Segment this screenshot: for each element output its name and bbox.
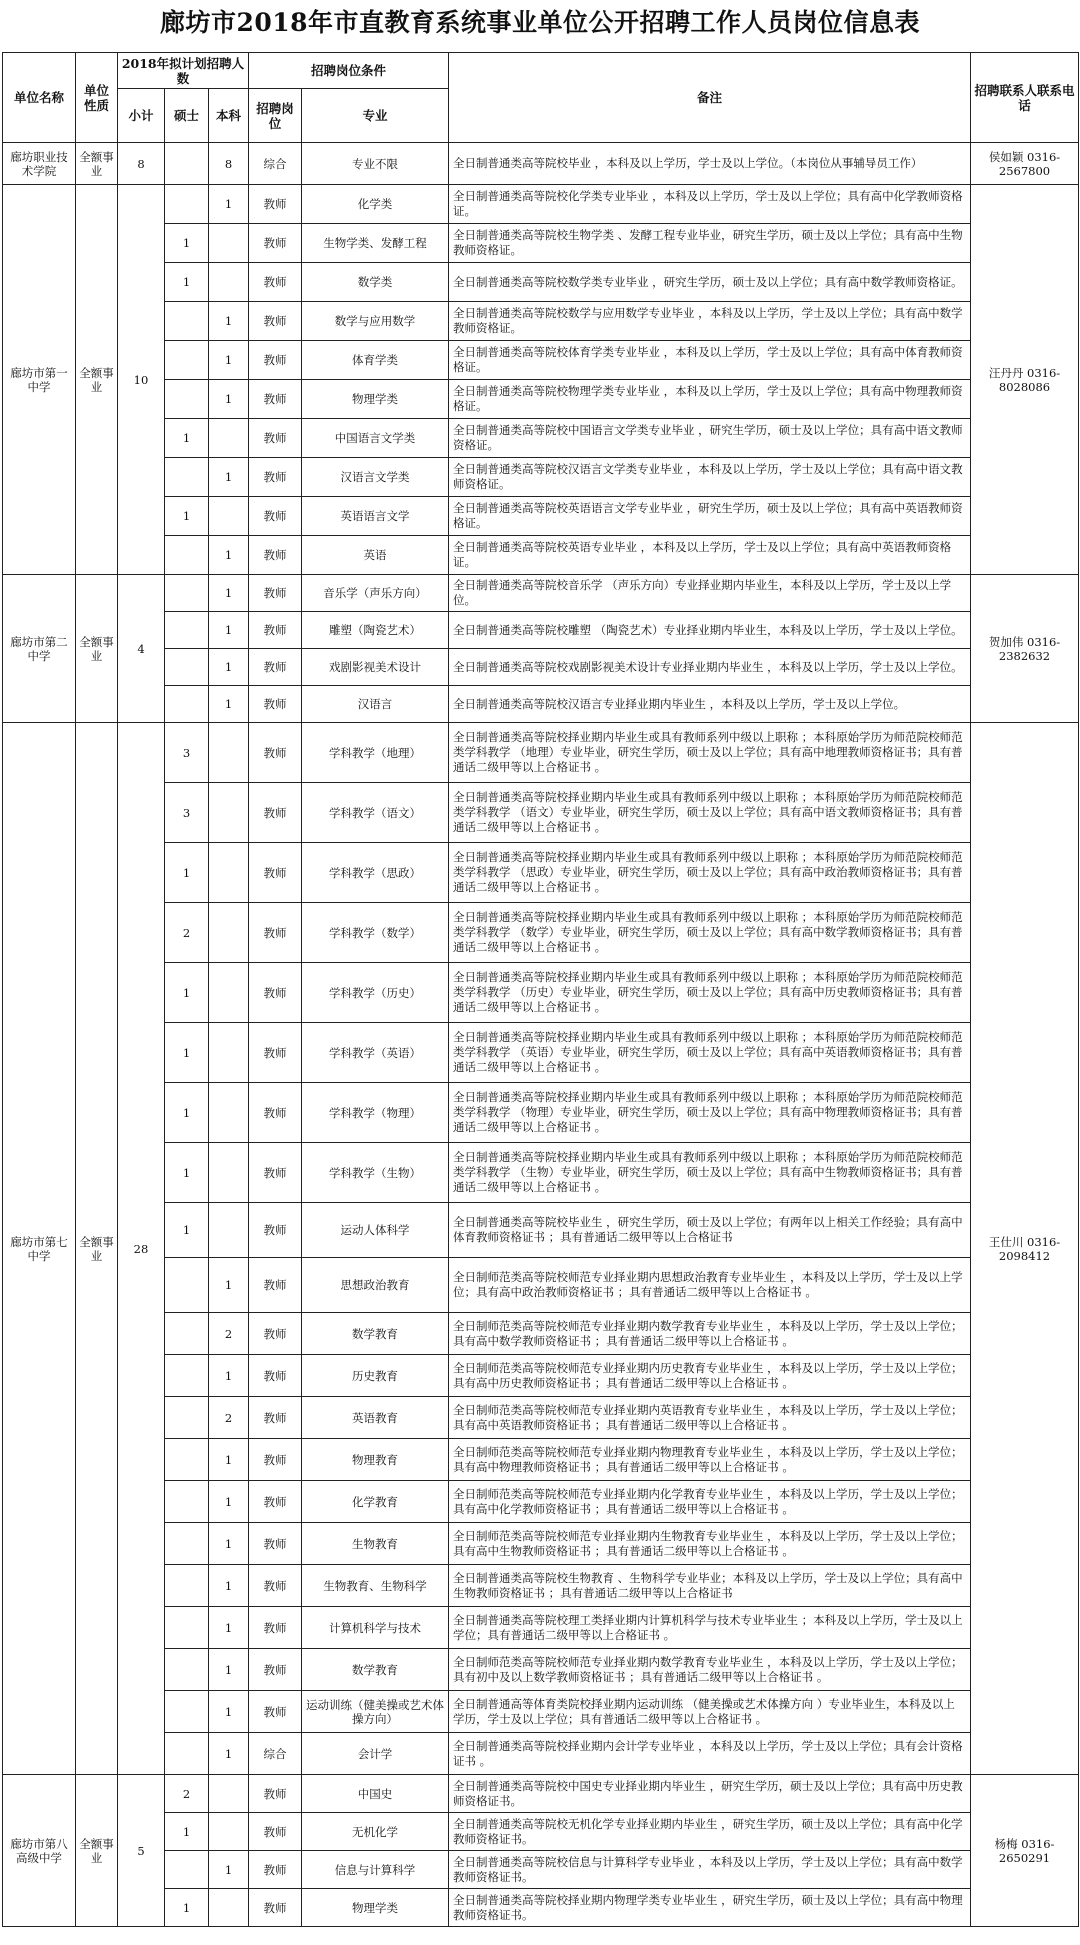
major-cell: 学科教学（英语） xyxy=(302,1023,449,1083)
table-row xyxy=(3,1355,1079,1397)
master-count-cell: 1 xyxy=(165,497,209,536)
master-count-cell xyxy=(165,143,209,185)
post-cell: 教师 xyxy=(249,1203,302,1258)
post-cell: 综合 xyxy=(249,1733,302,1775)
subtotal-cell: 10 xyxy=(118,185,165,575)
remarks-cell: 全日制普通类高等院校体育学类专业毕业 ，本科及以上学历，学士及以上学位；具有高中体育教师资格证。 xyxy=(449,341,971,380)
remarks-cell: 全日制普通类高等院校择业期内毕业生或具有教师系列中级以上职称 ；本科原始学历为师范院校师范类学科教学 （思政）专业毕业，研究生学历，硕士及以上学位；具有高中政治教师资格证书；具有普通话二级甲等以上合格证书 。 xyxy=(449,843,971,903)
table-row xyxy=(3,419,1079,458)
major-cell: 英语教育 xyxy=(302,1397,449,1439)
major-cell: 计算机科学与技术 xyxy=(302,1607,449,1649)
table-row xyxy=(3,341,1079,380)
header-conditions: 招聘岗位条件 xyxy=(249,53,449,89)
table-row xyxy=(3,1203,1079,1258)
table-row xyxy=(3,1889,1079,1927)
bachelor-count-cell xyxy=(209,419,249,458)
remarks-cell: 全日制普通类高等院校英语专业毕业 ，本科及以上学历，学士及以上学位；具有高中英语教师资格证。 xyxy=(449,536,971,575)
unit-name-cell: 廊坊职业技术学院 xyxy=(3,143,76,185)
remarks-cell: 全日制普通类高等院校中国史专业择业期内毕业生 ，研究生学历，硕士及以上学位；具有高中历史教师资格证书。 xyxy=(449,1775,971,1813)
header-remarks: 备注 xyxy=(449,53,971,143)
bachelor-count-cell: 1 xyxy=(209,1258,249,1313)
master-count-cell: 1 xyxy=(165,419,209,458)
major-cell: 运动人体科学 xyxy=(302,1203,449,1258)
post-cell: 教师 xyxy=(249,649,302,686)
bachelor-count-cell xyxy=(209,903,249,963)
header-major: 专业 xyxy=(302,89,449,143)
unit-name-cell: 廊坊市第七中学 xyxy=(3,723,76,1775)
table-row xyxy=(3,1649,1079,1691)
header-master: 硕士 xyxy=(165,89,209,143)
post-cell: 教师 xyxy=(249,1775,302,1813)
remarks-cell: 全日制普通类高等院校英语语言文学专业毕业 ，研究生学历，硕士及以上学位；具有高中英语教师资格证。 xyxy=(449,497,971,536)
bachelor-count-cell: 1 xyxy=(209,1439,249,1481)
bachelor-count-cell: 1 xyxy=(209,380,249,419)
major-cell: 汉语言文学类 xyxy=(302,458,449,497)
master-count-cell: 3 xyxy=(165,783,209,843)
table-row xyxy=(3,1397,1079,1439)
major-cell: 英语 xyxy=(302,536,449,575)
master-count-cell xyxy=(165,302,209,341)
post-cell: 教师 xyxy=(249,1355,302,1397)
post-cell: 教师 xyxy=(249,419,302,458)
bachelor-count-cell xyxy=(209,263,249,302)
remarks-cell: 全日制普通类高等院校择业期内毕业生或具有教师系列中级以上职称 ；本科原始学历为师范院校师范类学科教学 （生物）专业毕业，研究生学历，硕士及以上学位；具有高中生物教师资格证书；具有普通话二级甲等以上合格证书 。 xyxy=(449,1143,971,1203)
table-row xyxy=(3,1733,1079,1775)
major-cell: 体育学类 xyxy=(302,341,449,380)
unit-name-cell: 廊坊市第八高级中学 xyxy=(3,1775,76,1927)
header-bachelor: 本科 xyxy=(209,89,249,143)
major-cell: 雕塑（陶瓷艺术） xyxy=(302,612,449,649)
post-cell: 教师 xyxy=(249,963,302,1023)
table-row xyxy=(3,1481,1079,1523)
remarks-cell: 全日制普通类高等院校生物学类 、发酵工程专业毕业，研究生学历，硕士及以上学位；具有高中生物教师资格证。 xyxy=(449,224,971,263)
bachelor-count-cell: 1 xyxy=(209,458,249,497)
table-row xyxy=(3,302,1079,341)
major-cell: 数学教育 xyxy=(302,1313,449,1355)
bachelor-count-cell: 1 xyxy=(209,686,249,723)
master-count-cell: 1 xyxy=(165,1143,209,1203)
unit-nature-cell: 全额事业 xyxy=(76,143,118,185)
table-row xyxy=(3,903,1079,963)
table-row xyxy=(3,843,1079,903)
subtotal-cell: 8 xyxy=(118,143,165,185)
bachelor-count-cell xyxy=(209,224,249,263)
table-row xyxy=(3,497,1079,536)
post-cell: 教师 xyxy=(249,302,302,341)
remarks-cell: 全日制普通类高等院校中国语言文学类专业毕业 ，研究生学历，硕士及以上学位；具有高中语文教师资格证。 xyxy=(449,419,971,458)
header-row-1 xyxy=(3,53,1079,89)
post-cell: 教师 xyxy=(249,341,302,380)
post-cell: 综合 xyxy=(249,143,302,185)
remarks-cell: 全日制普通类高等院校无机化学专业择业期内毕业生 ，研究生学历，硕士及以上学位；具有高中化学教师资格证书。 xyxy=(449,1813,971,1851)
major-cell: 化学类 xyxy=(302,185,449,224)
unit-name-cell: 廊坊市第二中学 xyxy=(3,575,76,723)
master-count-cell: 1 xyxy=(165,1813,209,1851)
major-cell: 无机化学 xyxy=(302,1813,449,1851)
table-row xyxy=(3,686,1079,723)
major-cell: 学科教学（生物） xyxy=(302,1143,449,1203)
master-count-cell xyxy=(165,1607,209,1649)
remarks-cell: 全日制普通类高等院校择业期内毕业生或具有教师系列中级以上职称 ；本科原始学历为师范院校师范类学科教学 （地理）专业毕业，研究生学历，硕士及以上学位；具有高中地理教师资格证书；具有普通话二级甲等以上合格证书 。 xyxy=(449,723,971,783)
post-cell: 教师 xyxy=(249,612,302,649)
master-count-cell xyxy=(165,649,209,686)
major-cell: 学科教学（思政） xyxy=(302,843,449,903)
post-cell: 教师 xyxy=(249,1397,302,1439)
header-unit-nature: 单位性质 xyxy=(76,53,118,143)
post-cell: 教师 xyxy=(249,1607,302,1649)
master-count-cell: 1 xyxy=(165,224,209,263)
table-row xyxy=(3,612,1079,649)
bachelor-count-cell: 1 xyxy=(209,612,249,649)
bachelor-count-cell: 1 xyxy=(209,1565,249,1607)
major-cell: 学科教学（物理） xyxy=(302,1083,449,1143)
major-cell: 物理学类 xyxy=(302,1889,449,1927)
table-row xyxy=(3,1258,1079,1313)
post-cell: 教师 xyxy=(249,783,302,843)
major-cell: 信息与计算科学 xyxy=(302,1851,449,1889)
table-row xyxy=(3,458,1079,497)
contact-cell: 贺加伟 0316-2382632 xyxy=(971,575,1079,723)
bachelor-count-cell: 2 xyxy=(209,1313,249,1355)
bachelor-count-cell: 8 xyxy=(209,143,249,185)
header-subtotal: 小计 xyxy=(118,89,165,143)
table-row xyxy=(3,1775,1079,1813)
table-row xyxy=(3,1607,1079,1649)
remarks-cell: 全日制师范类高等院校师范专业择业期内数学教育专业毕业生 ，本科及以上学历，学士及以上学位；具有初中及以上数学教师资格证书 ；具有普通话二级甲等以上合格证书 。 xyxy=(449,1649,971,1691)
master-count-cell xyxy=(165,1691,209,1733)
table-row xyxy=(3,1691,1079,1733)
bachelor-count-cell xyxy=(209,1203,249,1258)
bachelor-count-cell: 1 xyxy=(209,1481,249,1523)
remarks-cell: 全日制师范类高等院校师范专业择业期内生物教育专业毕业生 ，本科及以上学历，学士及以上学位；具有高中生物教师资格证书 ；具有普通话二级甲等以上合格证书 。 xyxy=(449,1523,971,1565)
post-cell: 教师 xyxy=(249,458,302,497)
table-row xyxy=(3,1851,1079,1889)
master-count-cell xyxy=(165,1649,209,1691)
remarks-cell: 全日制师范类高等院校师范专业择业期内化学教育专业毕业生 ，本科及以上学历，学士及以上学位；具有高中化学教师资格证书 ；具有普通话二级甲等以上合格证书 。 xyxy=(449,1481,971,1523)
remarks-cell: 全日制普通类高等院校择业期内毕业生或具有教师系列中级以上职称 ；本科原始学历为师范院校师范类学科教学 （英语）专业毕业，研究生学历，硕士及以上学位；具有高中英语教师资格证书；具有普通话二级甲等以上合格证书 。 xyxy=(449,1023,971,1083)
post-cell: 教师 xyxy=(249,843,302,903)
bachelor-count-cell xyxy=(209,1775,249,1813)
master-count-cell xyxy=(165,1397,209,1439)
contact-cell: 杨梅 0316-2650291 xyxy=(971,1775,1079,1927)
major-cell: 物理学类 xyxy=(302,380,449,419)
post-cell: 教师 xyxy=(249,1481,302,1523)
bachelor-count-cell: 1 xyxy=(209,185,249,224)
post-cell: 教师 xyxy=(249,263,302,302)
remarks-cell: 全日制师范类高等院校师范专业择业期内历史教育专业毕业生 ，本科及以上学历，学士及以上学位；具有高中历史教师资格证书 ；具有普通话二级甲等以上合格证书 。 xyxy=(449,1355,971,1397)
major-cell: 思想政治教育 xyxy=(302,1258,449,1313)
bachelor-count-cell xyxy=(209,723,249,783)
post-cell: 教师 xyxy=(249,1258,302,1313)
bachelor-count-cell xyxy=(209,1813,249,1851)
remarks-cell: 全日制普通类高等院校音乐学 （声乐方向）专业择业期内毕业生，本科及以上学历，学士及以上学位。 xyxy=(449,575,971,612)
remarks-cell: 全日制普通类高等院校化学类专业毕业 ，本科及以上学历，学士及以上学位；具有高中化学教师资格证。 xyxy=(449,185,971,224)
major-cell: 生物学类、发酵工程 xyxy=(302,224,449,263)
master-count-cell xyxy=(165,341,209,380)
remarks-cell: 全日制普通高等体育类院校择业期内运动训练 （健美操或艺术体操方向 ）专业毕业生，本科及以上学历，学士及以上学位；具有普通话二级甲等以上合格证书 。 xyxy=(449,1691,971,1733)
bachelor-count-cell: 1 xyxy=(209,536,249,575)
bachelor-count-cell xyxy=(209,783,249,843)
master-count-cell xyxy=(165,612,209,649)
post-cell: 教师 xyxy=(249,1889,302,1927)
remarks-cell: 全日制普通类高等院校择业期内物理学类专业毕业生 ，研究生学历，硕士及以上学位；具有高中物理教师资格证书。 xyxy=(449,1889,971,1927)
post-cell: 教师 xyxy=(249,1083,302,1143)
post-cell: 教师 xyxy=(249,1523,302,1565)
table-row xyxy=(3,1023,1079,1083)
bachelor-count-cell: 1 xyxy=(209,1523,249,1565)
unit-nature-cell: 全额事业 xyxy=(76,185,118,575)
master-count-cell xyxy=(165,1313,209,1355)
bachelor-count-cell: 2 xyxy=(209,1397,249,1439)
master-count-cell xyxy=(165,1733,209,1775)
major-cell: 学科教学（地理） xyxy=(302,723,449,783)
master-count-cell: 1 xyxy=(165,843,209,903)
post-cell: 教师 xyxy=(249,1565,302,1607)
remarks-cell: 全日制普通类高等院校戏剧影视美术设计专业择业期内毕业生 ，本科及以上学历，学士及以上学位。 xyxy=(449,649,971,686)
master-count-cell xyxy=(165,1565,209,1607)
post-cell: 教师 xyxy=(249,686,302,723)
table-row xyxy=(3,1083,1079,1143)
table-row xyxy=(3,783,1079,843)
post-cell: 教师 xyxy=(249,575,302,612)
post-cell: 教师 xyxy=(249,1691,302,1733)
major-cell: 汉语言 xyxy=(302,686,449,723)
major-cell: 运动训练（健美操或艺术体操方向） xyxy=(302,1691,449,1733)
remarks-cell: 全日制普通类高等院校理工类择业期内计算机科学与技术专业毕业生 ；本科及以上学历，学士及以上学位；具有普通话二级甲等以上合格证书 。 xyxy=(449,1607,971,1649)
master-count-cell xyxy=(165,1258,209,1313)
unit-nature-cell: 全额事业 xyxy=(76,575,118,723)
bachelor-count-cell: 1 xyxy=(209,1355,249,1397)
table-row xyxy=(3,1523,1079,1565)
post-cell: 教师 xyxy=(249,1143,302,1203)
unit-nature-cell: 全额事业 xyxy=(76,723,118,1775)
remarks-cell: 全日制普通类高等院校毕业生 ，研究生学历，硕士及以上学位；有两年以上相关工作经验；具有高中体育教师资格证书 ；具有普通话二级甲等以上合格证书 xyxy=(449,1203,971,1258)
post-cell: 教师 xyxy=(249,1313,302,1355)
post-cell: 教师 xyxy=(249,1649,302,1691)
table-body xyxy=(3,53,1079,1927)
post-cell: 教师 xyxy=(249,723,302,783)
master-count-cell xyxy=(165,1439,209,1481)
contact-cell: 王仕川 0316-2098412 xyxy=(971,723,1079,1775)
table-row xyxy=(3,380,1079,419)
master-count-cell xyxy=(165,1481,209,1523)
remarks-cell: 全日制师范类高等院校师范专业择业期内物理教育专业毕业生 ，本科及以上学历，学士及以上学位；具有高中物理教师资格证书 ；具有普通话二级甲等以上合格证书 。 xyxy=(449,1439,971,1481)
major-cell: 戏剧影视美术设计 xyxy=(302,649,449,686)
bachelor-count-cell: 1 xyxy=(209,649,249,686)
bachelor-count-cell: 1 xyxy=(209,341,249,380)
table-row xyxy=(3,143,1079,185)
bachelor-count-cell: 1 xyxy=(209,1733,249,1775)
post-cell: 教师 xyxy=(249,224,302,263)
bachelor-count-cell: 1 xyxy=(209,302,249,341)
master-count-cell xyxy=(165,1355,209,1397)
master-count-cell xyxy=(165,575,209,612)
master-count-cell xyxy=(165,1523,209,1565)
remarks-cell: 全日制普通类高等院校择业期内毕业生或具有教师系列中级以上职称 ；本科原始学历为师范院校师范类学科教学 （数学）专业毕业，研究生学历，硕士及以上学位；具有高中数学教师资格证书；具有普通话二级甲等以上合格证书 。 xyxy=(449,903,971,963)
major-cell: 学科教学（历史） xyxy=(302,963,449,1023)
master-count-cell: 1 xyxy=(165,963,209,1023)
remarks-cell: 全日制普通类高等院校汉语言文学类专业毕业 ，本科及以上学历，学士及以上学位；具有高中语文教师资格证。 xyxy=(449,458,971,497)
major-cell: 化学教育 xyxy=(302,1481,449,1523)
master-count-cell: 2 xyxy=(165,1775,209,1813)
table-row xyxy=(3,1439,1079,1481)
table-row xyxy=(3,185,1079,224)
bachelor-count-cell xyxy=(209,963,249,1023)
major-cell: 生物教育 xyxy=(302,1523,449,1565)
bachelor-count-cell: 1 xyxy=(209,1649,249,1691)
unit-nature-cell: 全额事业 xyxy=(76,1775,118,1927)
remarks-cell: 全日制师范类高等院校师范专业择业期内数学教育专业毕业生 ，本科及以上学历，学士及以上学位；具有高中数学教师资格证书 ；具有普通话二级甲等以上合格证书 。 xyxy=(449,1313,971,1355)
post-cell: 教师 xyxy=(249,380,302,419)
post-cell: 教师 xyxy=(249,1851,302,1889)
bachelor-count-cell xyxy=(209,843,249,903)
table-row xyxy=(3,649,1079,686)
remarks-cell: 全日制普通类高等院校生物教育 、生物科学专业毕业；本科及以上学历，学士及以上学位；具有高中生物教师资格证书 ；具有普通话二级甲等以上合格证书 xyxy=(449,1565,971,1607)
table-row xyxy=(3,723,1079,783)
subtotal-cell: 5 xyxy=(118,1775,165,1927)
remarks-cell: 全日制普通类高等院校信息与计算科学专业毕业 ，本科及以上学历，学士及以上学位；具有高中数学教师资格证书。 xyxy=(449,1851,971,1889)
major-cell: 专业不限 xyxy=(302,143,449,185)
master-count-cell: 1 xyxy=(165,263,209,302)
remarks-cell: 全日制普通类高等院校择业期内毕业生或具有教师系列中级以上职称 ；本科原始学历为师范院校师范类学科教学 （语文）专业毕业，研究生学历，硕士及以上学位；具有高中语文教师资格证书；具有普通话二级甲等以上合格证书 。 xyxy=(449,783,971,843)
recruitment-table xyxy=(2,52,1079,1927)
master-count-cell xyxy=(165,458,209,497)
subtotal-cell: 28 xyxy=(118,723,165,1775)
major-cell: 数学类 xyxy=(302,263,449,302)
remarks-cell: 全日制普通类高等院校汉语言专业择业期内毕业生 ，本科及以上学历，学士及以上学位。 xyxy=(449,686,971,723)
remarks-cell: 全日制普通类高等院校择业期内毕业生或具有教师系列中级以上职称 ；本科原始学历为师范院校师范类学科教学 （物理）专业毕业，研究生学历，硕士及以上学位；具有高中物理教师资格证书；具有普通话二级甲等以上合格证书 。 xyxy=(449,1083,971,1143)
table-row xyxy=(3,1143,1079,1203)
bachelor-count-cell xyxy=(209,1143,249,1203)
header-planned-count: 2018年拟计划招聘人数 xyxy=(118,53,249,89)
master-count-cell xyxy=(165,536,209,575)
bachelor-count-cell: 1 xyxy=(209,1607,249,1649)
remarks-cell: 全日制普通类高等院校雕塑 （陶瓷艺术）专业择业期内毕业生，本科及以上学历，学士及以上学位。 xyxy=(449,612,971,649)
major-cell: 音乐学（声乐方向） xyxy=(302,575,449,612)
table-row xyxy=(3,1565,1079,1607)
post-cell: 教师 xyxy=(249,497,302,536)
bachelor-count-cell xyxy=(209,1889,249,1927)
master-count-cell xyxy=(165,185,209,224)
remarks-cell: 全日制普通类高等院校物理学类专业毕业 ，本科及以上学历，学士及以上学位；具有高中物理教师资格证。 xyxy=(449,380,971,419)
bachelor-count-cell: 1 xyxy=(209,1691,249,1733)
master-count-cell: 1 xyxy=(165,1083,209,1143)
master-count-cell xyxy=(165,380,209,419)
header-post: 招聘岗位 xyxy=(249,89,302,143)
master-count-cell xyxy=(165,686,209,723)
major-cell: 历史教育 xyxy=(302,1355,449,1397)
remarks-cell: 全日制师范类高等院校师范专业择业期内思想政治教育专业毕业生 ，本科及以上学历，学士及以上学位；具有高中政治教师资格证书 ；具有普通话二级甲等以上合格证书 。 xyxy=(449,1258,971,1313)
major-cell: 物理教育 xyxy=(302,1439,449,1481)
major-cell: 生物教育、生物科学 xyxy=(302,1565,449,1607)
post-cell: 教师 xyxy=(249,185,302,224)
remarks-cell: 全日制普通类高等院校择业期内会计学专业毕业 ，本科及以上学历，学士及以上学位；具有会计资格证书 。 xyxy=(449,1733,971,1775)
table-row xyxy=(3,536,1079,575)
major-cell: 中国史 xyxy=(302,1775,449,1813)
major-cell: 数学与应用数学 xyxy=(302,302,449,341)
table-row xyxy=(3,963,1079,1023)
contact-cell: 侯如颖 0316-2567800 xyxy=(971,143,1079,185)
remarks-cell: 全日制普通类高等院校毕业 ，本科及以上学历，学士及以上学位。（本岗位从事辅导员工作） xyxy=(449,143,971,185)
post-cell: 教师 xyxy=(249,536,302,575)
major-cell: 英语语言文学 xyxy=(302,497,449,536)
remarks-cell: 全日制师范类高等院校师范专业择业期内英语教育专业毕业生 ，本科及以上学历，学士及以上学位；具有高中英语教师资格证书 ；具有普通话二级甲等以上合格证书 。 xyxy=(449,1397,971,1439)
master-count-cell: 3 xyxy=(165,723,209,783)
major-cell: 会计学 xyxy=(302,1733,449,1775)
remarks-cell: 全日制普通类高等院校数学与应用数学专业毕业 ，本科及以上学历，学士及以上学位；具有高中数学教师资格证。 xyxy=(449,302,971,341)
remarks-cell: 全日制普通类高等院校择业期内毕业生或具有教师系列中级以上职称 ；本科原始学历为师范院校师范类学科教学 （历史）专业毕业，研究生学历，硕士及以上学位；具有高中历史教师资格证书；具有普通话二级甲等以上合格证书 。 xyxy=(449,963,971,1023)
master-count-cell: 2 xyxy=(165,903,209,963)
remarks-cell: 全日制普通类高等院校数学类专业毕业 ，研究生学历，硕士及以上学位；具有高中数学教师资格证。 xyxy=(449,263,971,302)
table-row xyxy=(3,263,1079,302)
major-cell: 学科教学（语文） xyxy=(302,783,449,843)
table-row xyxy=(3,1313,1079,1355)
post-cell: 教师 xyxy=(249,903,302,963)
bachelor-count-cell xyxy=(209,1023,249,1083)
major-cell: 学科教学（数学） xyxy=(302,903,449,963)
master-count-cell: 1 xyxy=(165,1889,209,1927)
master-count-cell: 1 xyxy=(165,1023,209,1083)
master-count-cell xyxy=(165,1851,209,1889)
header-unit-name: 单位名称 xyxy=(3,53,76,143)
contact-cell: 汪丹丹 0316-8028086 xyxy=(971,185,1079,575)
table-row xyxy=(3,1813,1079,1851)
post-cell: 教师 xyxy=(249,1439,302,1481)
bachelor-count-cell xyxy=(209,1083,249,1143)
major-cell: 数学教育 xyxy=(302,1649,449,1691)
post-cell: 教师 xyxy=(249,1813,302,1851)
header-contact: 招聘联系人联系电话 xyxy=(971,53,1079,143)
master-count-cell: 1 xyxy=(165,1203,209,1258)
post-cell: 教师 xyxy=(249,1023,302,1083)
bachelor-count-cell: 1 xyxy=(209,1851,249,1889)
table-row xyxy=(3,224,1079,263)
subtotal-cell: 4 xyxy=(118,575,165,723)
table-row xyxy=(3,575,1079,612)
page-title: 廊坊市2018年市直教育系统事业单位公开招聘工作人员岗位信息表 xyxy=(159,8,921,37)
bachelor-count-cell xyxy=(209,497,249,536)
bachelor-count-cell: 1 xyxy=(209,575,249,612)
unit-name-cell: 廊坊市第一中学 xyxy=(3,185,76,575)
major-cell: 中国语言文学类 xyxy=(302,419,449,458)
